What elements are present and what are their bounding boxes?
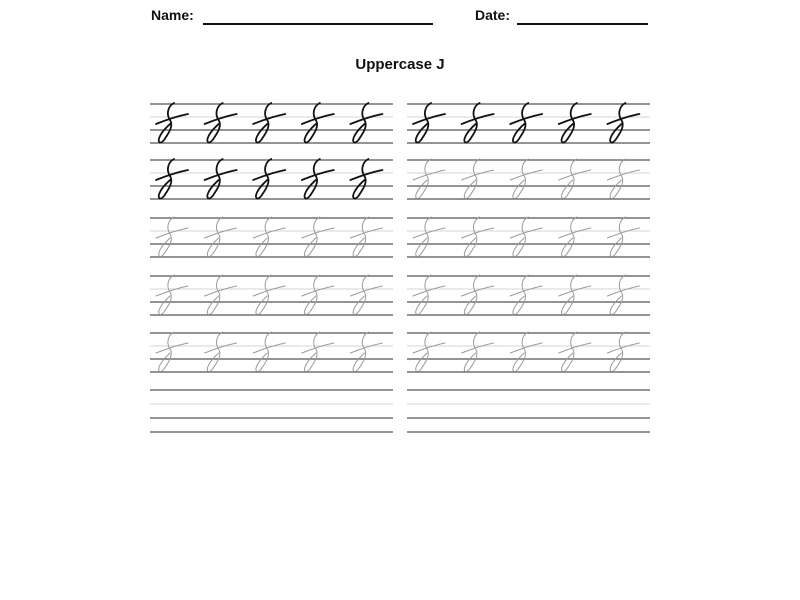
letter-j-body [207, 217, 222, 257]
letter-j-solid [559, 103, 591, 143]
letter-j-trace [462, 275, 494, 315]
letter-j-crossbar [302, 343, 334, 353]
letter-j-solid [253, 103, 285, 143]
letter-j-trace [510, 217, 542, 257]
letter-j-crossbar [510, 343, 542, 353]
letter-j-trace [253, 217, 285, 257]
worksheet-title: Uppercase J [355, 56, 445, 73]
letter-j-trace [302, 217, 334, 257]
letter-j-body [464, 159, 479, 199]
letter-j-body [610, 275, 625, 315]
letter-j-trace [205, 217, 237, 257]
letter-j-crossbar [559, 286, 591, 296]
letter-j-crossbar [302, 286, 334, 296]
letter-j-trace [156, 332, 188, 372]
letter-j-solid [156, 159, 188, 199]
letter-j-crossbar [253, 286, 285, 296]
date-label: Date: [475, 7, 511, 23]
letter-j-body [353, 275, 368, 315]
letter-j-body [305, 217, 320, 257]
letter-j-crossbar [350, 228, 382, 238]
letter-j-crossbar [413, 170, 445, 180]
letter-j-trace [559, 275, 591, 315]
letter-j-trace [607, 332, 639, 372]
letter-j-solid [607, 103, 639, 143]
letter-j-crossbar [156, 228, 188, 238]
letter-j-body [562, 275, 577, 315]
letter-j-crossbar [510, 170, 542, 180]
letter-j-solid [413, 103, 445, 143]
name-label: Name: [151, 7, 194, 23]
letter-j-trace [510, 275, 542, 315]
letter-j-trace [156, 217, 188, 257]
letter-j-body [159, 275, 174, 315]
letter-j-solid [350, 159, 382, 199]
letter-j-body [159, 332, 174, 372]
letter-j-body [562, 159, 577, 199]
letter-j-solid [253, 159, 285, 199]
letter-j-trace [253, 332, 285, 372]
letter-j-crossbar [205, 286, 237, 296]
letter-j-crossbar [302, 228, 334, 238]
letter-j-trace [413, 159, 445, 199]
letter-j-crossbar [559, 228, 591, 238]
letter-j-trace [607, 217, 639, 257]
letter-j-body [256, 332, 271, 372]
letter-j-body [256, 217, 271, 257]
letter-j-body [513, 332, 528, 372]
letter-j-trace [559, 332, 591, 372]
letter-j-solid [205, 159, 237, 199]
letter-j-crossbar [413, 343, 445, 353]
letter-j-crossbar [607, 170, 639, 180]
letter-j-body [305, 332, 320, 372]
letter-j-body [207, 332, 222, 372]
letter-j-crossbar [510, 228, 542, 238]
letter-j-body [562, 332, 577, 372]
letter-j-crossbar [156, 343, 188, 353]
letter-j-crossbar [350, 343, 382, 353]
letter-j-body [353, 217, 368, 257]
letter-j-solid [510, 103, 542, 143]
letter-j-trace [607, 159, 639, 199]
letter-j-trace [559, 159, 591, 199]
letter-j-crossbar [462, 343, 494, 353]
letter-j-trace [413, 275, 445, 315]
letter-j-body [464, 332, 479, 372]
letter-j-crossbar [462, 286, 494, 296]
letter-j-body [416, 217, 431, 257]
letter-j-crossbar [156, 286, 188, 296]
letter-j-crossbar [413, 286, 445, 296]
letter-j-body [610, 217, 625, 257]
letter-j-crossbar [205, 343, 237, 353]
letter-j-solid [302, 103, 334, 143]
letter-j-body [305, 275, 320, 315]
letter-j-crossbar [559, 343, 591, 353]
letter-j-trace [462, 217, 494, 257]
letter-j-trace [205, 332, 237, 372]
letter-j-crossbar [253, 343, 285, 353]
letter-j-solid [462, 103, 494, 143]
letter-j-body [562, 217, 577, 257]
letter-j-crossbar [253, 228, 285, 238]
letter-j-trace [350, 217, 382, 257]
letter-j-crossbar [607, 286, 639, 296]
letter-j-crossbar [462, 228, 494, 238]
letter-j-body [610, 159, 625, 199]
letter-j-crossbar [205, 228, 237, 238]
letter-j-body [464, 275, 479, 315]
letter-j-body [353, 332, 368, 372]
letter-j-trace [510, 332, 542, 372]
letter-j-solid [205, 103, 237, 143]
letter-j-trace [156, 275, 188, 315]
letter-j-trace [607, 275, 639, 315]
letter-j-body [159, 217, 174, 257]
letter-j-crossbar [607, 228, 639, 238]
letter-j-trace [462, 332, 494, 372]
letter-j-trace [413, 217, 445, 257]
letter-j-trace [462, 159, 494, 199]
letter-j-body [416, 332, 431, 372]
letter-j-body [513, 275, 528, 315]
letter-j-body [416, 275, 431, 315]
letter-j-body [207, 275, 222, 315]
letter-j-trace [413, 332, 445, 372]
letter-j-trace [205, 275, 237, 315]
letter-j-solid [350, 103, 382, 143]
letter-j-trace [510, 159, 542, 199]
letter-j-crossbar [413, 228, 445, 238]
letter-j-trace [559, 217, 591, 257]
letter-j-crossbar [559, 170, 591, 180]
letter-j-body [464, 217, 479, 257]
letter-j-trace [253, 275, 285, 315]
letter-j-trace [350, 275, 382, 315]
letter-j-solid [302, 159, 334, 199]
letter-j-body [256, 275, 271, 315]
letter-j-trace [302, 332, 334, 372]
letter-j-crossbar [607, 343, 639, 353]
letter-j-body [610, 332, 625, 372]
letter-j-trace [350, 332, 382, 372]
letter-j-crossbar [462, 170, 494, 180]
letter-j-trace [302, 275, 334, 315]
letter-j-body [513, 159, 528, 199]
letter-j-crossbar [350, 286, 382, 296]
letter-j-body [416, 159, 431, 199]
letter-j-body [513, 217, 528, 257]
letter-j-crossbar [510, 286, 542, 296]
letter-j-solid [156, 103, 188, 143]
